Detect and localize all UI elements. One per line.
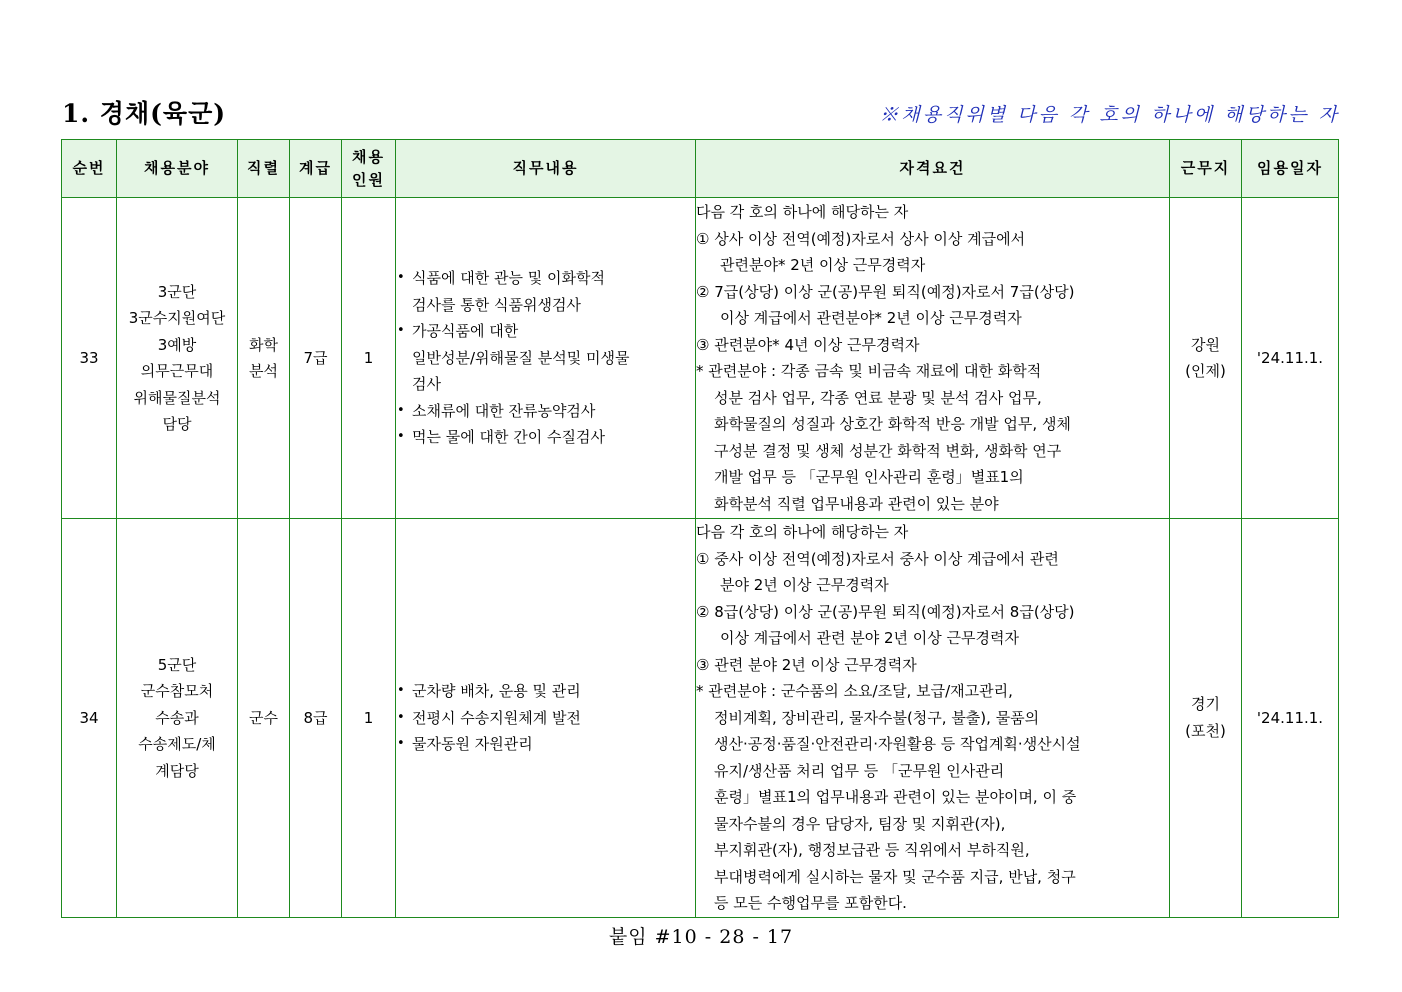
qualification-line: * 관련분야 : 각종 금속 및 비금속 재료에 대한 화학적 <box>696 362 1042 380</box>
col-header: 계급 <box>290 140 342 198</box>
duty-item: • 물자동원 자원관리 <box>396 731 695 758</box>
cell-grade: 7급 <box>290 198 342 519</box>
table-row <box>62 198 1339 519</box>
cell-series: 군수 <box>238 519 290 918</box>
qualification-line: 부대병력에게 실시하는 물자 및 군수품 지급, 반납, 청구 <box>714 867 1076 886</box>
qualification-line: ② 7급(상당) 이상 군(공)무원 퇴직(예정)자로서 7급(상당) <box>696 282 1075 301</box>
qualification-line: * 관련분야 : 군수품의 소요/조달, 보급/재고관리, <box>696 682 1013 700</box>
qualification-line: 물자수불의 경우 담당자, 팀장 및 지휘관(자), <box>714 814 1006 833</box>
qualification-line: 다음 각 호의 하나에 해당하는 자 <box>696 203 909 221</box>
qualification-line: ① 상사 이상 전역(예정)자로서 상사 이상 계급에서 <box>696 229 1026 248</box>
page-footer: 붙임 #10 - 28 - 17 <box>608 926 794 948</box>
qualification-line: 분야 2년 이상 근무경력자 <box>720 576 889 594</box>
cell-location: 경기 (포천) <box>1170 519 1242 918</box>
cell-no: 34 <box>62 519 117 918</box>
duty-item: • 군차량 배차, 운용 및 관리 <box>396 678 695 705</box>
col-header: 채용 인원 <box>342 140 396 198</box>
qualification-line: 화학분석 직렬 업무내용과 관련이 있는 분야 <box>714 494 999 513</box>
qualification-line: 이상 계급에서 관련분야* 2년 이상 근무경력자 <box>720 309 1022 327</box>
col-header: 자격요건 <box>696 140 1170 198</box>
qualification-line: 유지/생산품 처리 업무 등 「군무원 인사관리 <box>714 761 1005 780</box>
duty-item: • 전평시 수송지원체계 발전 <box>396 705 695 732</box>
cell-duties <box>396 198 696 519</box>
duty-item: • 가공식품에 대한 일반성분/위해물질 분석및 미생물 검사 <box>396 318 695 398</box>
page-heading: 1. 경채(육군) <box>62 99 227 128</box>
cell-series: 화학 분석 <box>238 198 290 519</box>
duty-list <box>396 265 695 451</box>
qualification-line: 생산·공정·품질·안전관리·자원활용 등 작업계획·생산시설 <box>714 735 1081 753</box>
cell-field: 5군단 군수참모처 수송과 수송제도/체 계담당 <box>117 519 238 918</box>
cell-location: 강원 (인제) <box>1170 198 1242 519</box>
qualification-line: 이상 계급에서 관련 분야 2년 이상 근무경력자 <box>720 629 1019 647</box>
qualification-line: 다음 각 호의 하나에 해당하는 자 <box>696 523 909 541</box>
qualification-line: ① 중사 이상 전역(예정)자로서 중사 이상 계급에서 관련 <box>696 549 1059 568</box>
table-row <box>62 519 1339 918</box>
col-header: 직무내용 <box>396 140 696 198</box>
qualification-line: 정비계획, 장비관리, 물자수불(청구, 불출), 물품의 <box>714 708 1040 727</box>
cell-count: 1 <box>342 519 396 918</box>
table-header-row <box>62 140 1339 198</box>
qualification-line: 성분 검사 업무, 각종 연료 분광 및 분석 검사 업무, <box>714 388 1042 407</box>
col-header: 임용일자 <box>1242 140 1339 198</box>
cell-date: '24.11.1. <box>1242 198 1339 519</box>
qualification-line: ③ 관련분야* 4년 이상 근무경력자 <box>696 335 920 354</box>
cell-qualifications <box>696 519 1170 918</box>
col-header: 순번 <box>62 140 117 198</box>
qualification-line: 훈령」별표1의 업무내용과 관련이 있는 분야이며, 이 중 <box>714 788 1077 806</box>
qualification-line: 등 모든 수행업무를 포함한다. <box>714 894 907 912</box>
duty-list <box>396 678 695 758</box>
cell-date: '24.11.1. <box>1242 519 1339 918</box>
col-header: 채용분야 <box>117 140 238 198</box>
duty-item: • 식품에 대한 관능 및 이화학적 검사를 통한 식품위생검사 <box>396 265 695 318</box>
cell-count: 1 <box>342 198 396 519</box>
qualification-line: ② 8급(상당) 이상 군(공)무원 퇴직(예정)자로서 8급(상당) <box>696 602 1075 621</box>
qualification-line: 화학물질의 성질과 상호간 화학적 반응 개발 업무, 생체 <box>714 415 1071 433</box>
duty-item: • 소채류에 대한 잔류농약검사 <box>396 398 695 425</box>
recruitment-table <box>61 139 1339 918</box>
duty-item: • 먹는 물에 대한 간이 수질검사 <box>396 424 695 451</box>
cell-grade: 8급 <box>290 519 342 918</box>
qualification-line: ③ 관련 분야 2년 이상 근무경력자 <box>696 655 917 674</box>
cell-no: 33 <box>62 198 117 519</box>
cell-qualifications <box>696 198 1170 519</box>
cell-field: 3군단 3군수지원여단 3예방 의무근무대 위해물질분석 담당 <box>117 198 238 519</box>
cell-duties <box>396 519 696 918</box>
col-header: 직렬 <box>238 140 290 198</box>
qualification-line: 개발 업무 등 「군무원 인사관리 훈령」별표1의 <box>714 468 1024 486</box>
eligibility-note: ※채용직위별 다음 각 호의 하나에 해당하는 자 <box>879 104 1340 126</box>
qualification-line: 관련분야* 2년 이상 근무경력자 <box>720 256 926 274</box>
col-header: 근무지 <box>1170 140 1242 198</box>
qualification-line: 구성분 결정 및 생체 성분간 화학적 변화, 생화학 연구 <box>714 441 1062 460</box>
qualification-line: 부지휘관(자), 행정보급관 등 직위에서 부하직원, <box>714 841 1030 859</box>
